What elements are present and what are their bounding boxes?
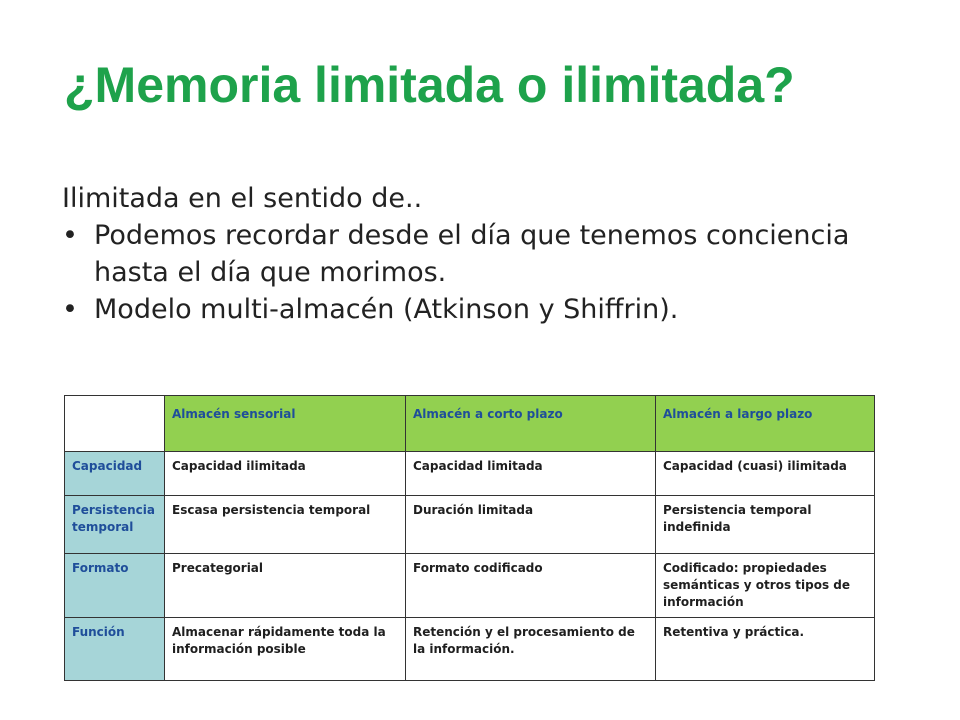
table-cell: Capacidad ilimitada: [165, 452, 406, 496]
table-cell: Retentiva y práctica.: [656, 618, 875, 681]
bullet-dot-icon: •: [62, 220, 78, 251]
table-row: [65, 496, 875, 554]
table-cell: Capacidad limitada: [406, 452, 656, 496]
intro-text: Ilimitada en el sentido de..: [62, 183, 423, 214]
row-header: Persistencia temporal: [65, 496, 165, 554]
table-row: [65, 452, 875, 496]
slide-body: [62, 180, 922, 328]
row-header: Formato: [65, 554, 165, 618]
slide-title: ¿Memoria limitada o ilimitada?: [64, 57, 795, 113]
row-header: Función: [65, 618, 165, 681]
table-cell: Duración limitada: [406, 496, 656, 554]
column-header-largo-plazo: Almacén a largo plazo: [656, 396, 875, 452]
bullet-item: [62, 217, 922, 291]
table-header-row: [65, 396, 875, 452]
bullet-dot-icon: •: [62, 294, 78, 325]
table-corner-cell: [65, 396, 165, 452]
table-cell: Escasa persistencia temporal: [165, 496, 406, 554]
memory-store-table: [64, 395, 875, 681]
table-cell: Codificado: propiedades semánticas y otros tipos de información: [656, 554, 875, 618]
bullet-text: Podemos recordar desde el día que tenemos conciencia hasta el día que morimos.: [94, 220, 850, 288]
column-header-sensorial: Almacén sensorial: [165, 396, 406, 452]
row-header: Capacidad: [65, 452, 165, 496]
table-cell: Precategorial: [165, 554, 406, 618]
table-row: [65, 618, 875, 681]
table-row: [65, 554, 875, 618]
table-cell: Almacenar rápidamente toda la información posible: [165, 618, 406, 681]
table-cell: Capacidad (cuasi) ilimitada: [656, 452, 875, 496]
column-header-corto-plazo: Almacén a corto plazo: [406, 396, 656, 452]
bullet-text: Modelo multi-almacén (Atkinson y Shiffrin).: [94, 294, 679, 325]
bullet-item: [62, 291, 922, 328]
bullet-list: [62, 217, 922, 328]
table-cell: Formato codificado: [406, 554, 656, 618]
table-cell: Persistencia temporal indefinida: [656, 496, 875, 554]
table-cell: Retención y el procesamiento de la información.: [406, 618, 656, 681]
